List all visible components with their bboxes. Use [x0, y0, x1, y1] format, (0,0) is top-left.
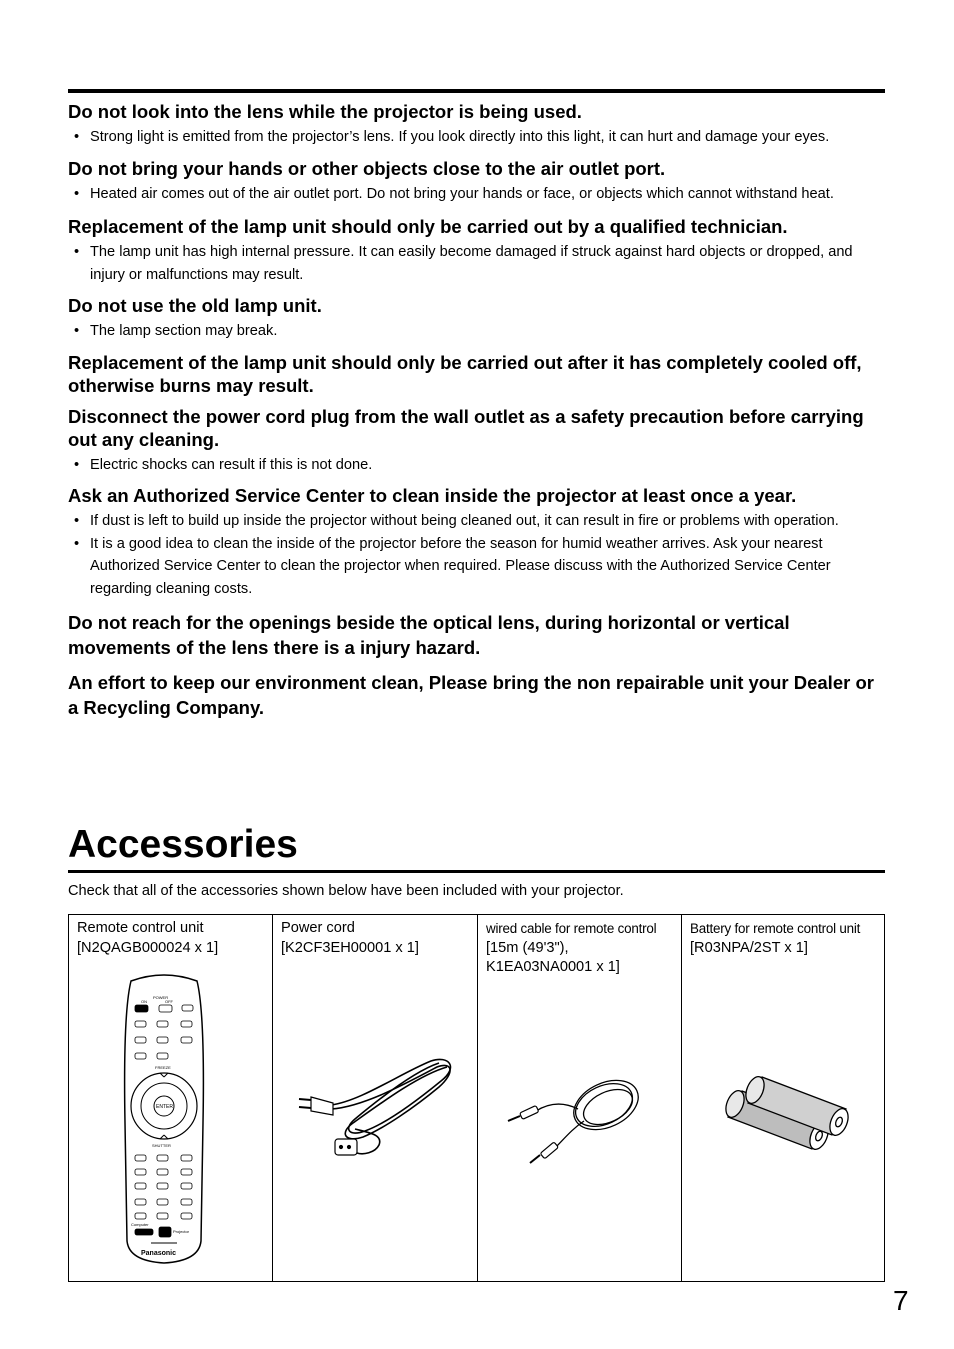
- accessory-part-number: [K2CF3EH00001 x 1]: [281, 939, 419, 956]
- remote-brand-label: Panasonic: [141, 1250, 177, 1257]
- remote-freeze-label: FREEZE: [155, 1065, 171, 1070]
- safety-heading: Do not reach for the openings beside the optical lens, during horizontal or vertical movements of the lens there is a injury hazard.: [68, 612, 790, 658]
- safety-item: [68, 294, 885, 343]
- safety-bullets: [68, 183, 885, 206]
- safety-heading: Replacement of the lamp unit should only be carried out by a qualified technician.: [68, 216, 788, 237]
- accessory-cell-remote: [69, 915, 273, 1281]
- safety-bullet: • Heated air comes out of the air outlet port. Do not bring your hands or face, or objects which cannot withstand heat.: [72, 183, 885, 206]
- safety-heading: Do not look into the lens while the projector is being used.: [68, 101, 582, 122]
- safety-bullet: • It is a good idea to clean the inside of the projector before the season for humid weather arrives. Ask your nearest Authorized Service Center to clean the projector when required. Please discuss with the Authorized Service Center regarding cleaning costs.: [72, 533, 885, 601]
- safety-bullet: • Electric shocks can result if this is not done.: [72, 454, 885, 477]
- accessory-name: wired cable for remote control: [486, 921, 657, 936]
- safety-heading: Do not use the old lamp unit.: [68, 295, 322, 316]
- remote-cable-icon: [506, 1065, 646, 1165]
- accessories-title: Accessories: [68, 823, 298, 866]
- power-cord-icon: [291, 1053, 461, 1173]
- safety-item: [68, 405, 885, 477]
- safety-heading: Replacement of the lamp unit should only be carried out after it has completely cooled off, otherwise burns may result.: [68, 351, 862, 396]
- safety-item: [68, 484, 885, 600]
- safety-bullet: • The lamp unit has high internal pressure. It can easily become damaged if struck against hard objects or dropped, and injury or malfunctions may result.: [72, 241, 885, 286]
- safety-heading: Do not bring your hands or other objects close to the air outlet port.: [68, 157, 666, 179]
- remote-control-icon: [121, 973, 207, 1265]
- accessory-cell-batteries: [682, 915, 884, 1281]
- safety-item: [68, 351, 885, 397]
- safety-item: [68, 610, 885, 660]
- safety-item: [68, 215, 885, 286]
- remote-power-label: POWER: [153, 995, 169, 1000]
- accessory-part-number: [15m (49'3"),: [486, 939, 569, 956]
- remote-computer-label: Computer: [131, 1222, 149, 1227]
- safety-bullet: • If dust is left to build up inside the projector without being cleaned out, it can result in fire or problems with operation.: [72, 510, 885, 533]
- safety-bullets: [68, 241, 885, 286]
- safety-heading: An effort to keep our environment clean, Please bring the non repairable unit your Dealer or a Recycling Company.: [68, 672, 874, 718]
- remote-shutter-label: SHUTTER: [152, 1143, 171, 1148]
- safety-heading: Disconnect the power cord plug from the wall outlet as a safety precaution before carrying out any cleaning.: [68, 405, 864, 450]
- accessory-name: Remote control unit: [77, 920, 204, 936]
- accessory-name: Power cord: [281, 920, 355, 936]
- safety-bullets: [68, 126, 885, 149]
- remote-off-label: OFF: [165, 999, 173, 1004]
- page-number: 7: [893, 1285, 909, 1316]
- remote-on-label: ON: [141, 999, 147, 1004]
- accessory-part-number: [R03NPA/2ST x 1]: [690, 939, 808, 956]
- top-rule: [68, 89, 885, 93]
- batteries-icon: [722, 1073, 852, 1163]
- safety-bullets: [68, 510, 885, 600]
- safety-item: [68, 157, 885, 206]
- safety-item: [68, 100, 885, 149]
- safety-section: [68, 100, 885, 720]
- accessories-intro: Check that all of the accessories shown below have been included with your projector.: [68, 883, 624, 899]
- accessory-name: Battery for remote control unit: [690, 921, 861, 936]
- safety-heading: Ask an Authorized Service Center to clean inside the projector at least once a year.: [68, 485, 797, 506]
- accessory-cell-remote-cable: [478, 915, 682, 1281]
- safety-item: [68, 670, 885, 720]
- accessory-part-number-cont: K1EA03NA0001 x 1]: [486, 959, 620, 975]
- safety-bullets: [68, 454, 885, 477]
- remote-projector-label: Projector: [173, 1229, 190, 1234]
- safety-bullets: [68, 320, 885, 343]
- remote-enter-label: ENTER: [156, 1104, 173, 1110]
- safety-bullet: • Strong light is emitted from the projector’s lens. If you look directly into this light, it can hurt and damage your eyes.: [72, 126, 885, 149]
- accessory-cell-power-cord: [273, 915, 478, 1281]
- accessory-part-number: [N2QAGB000024 x 1]: [77, 939, 219, 956]
- accessories-table: [68, 914, 885, 1282]
- safety-bullet: • The lamp section may break.: [72, 320, 885, 343]
- accessories-rule: [68, 870, 885, 873]
